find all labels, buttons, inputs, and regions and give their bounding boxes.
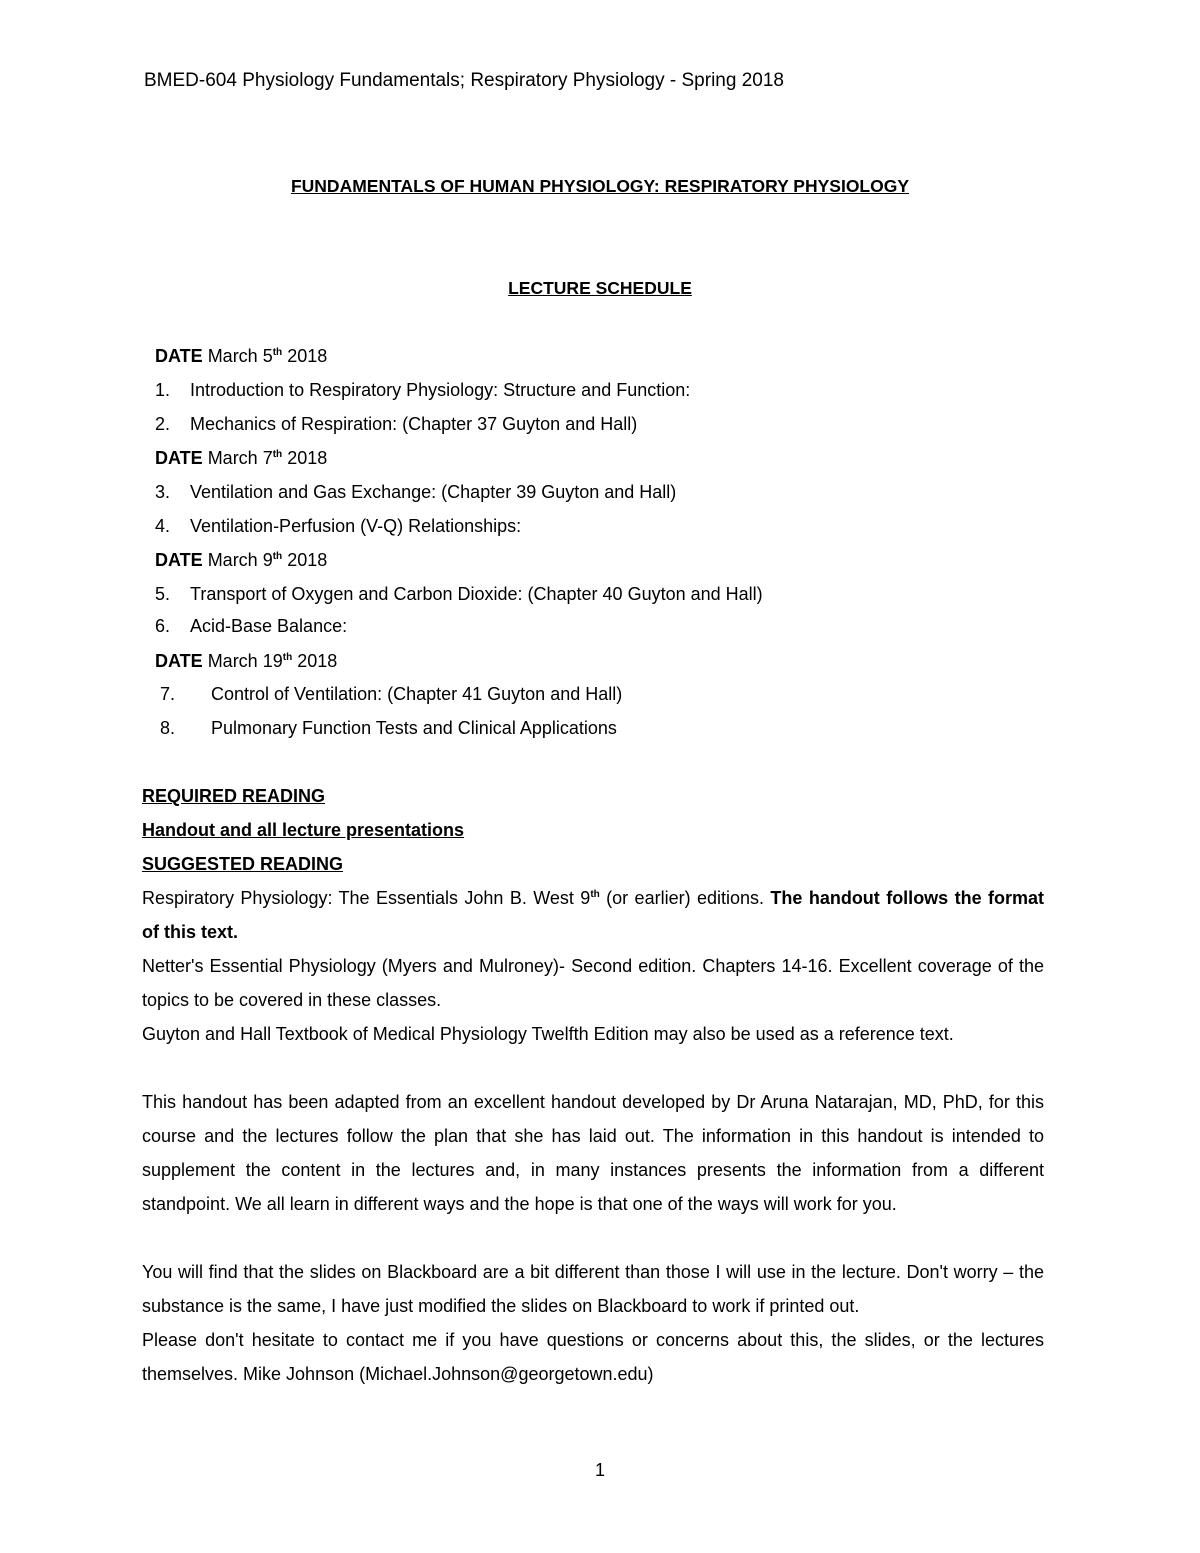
schedule-title: LECTURE SCHEDULE xyxy=(508,278,692,298)
lecture-text: Mechanics of Respiration: (Chapter 37 Guyton and Hall) xyxy=(190,414,638,434)
date-year: 2018 xyxy=(287,346,328,366)
lecture-number: 7. xyxy=(160,684,176,704)
date-label: DATE xyxy=(155,448,203,468)
lecture-item-4 xyxy=(155,509,521,543)
required-reading-heading: REQUIRED READING xyxy=(142,786,326,806)
date-label: DATE xyxy=(155,550,203,570)
date-year: 2018 xyxy=(287,550,328,570)
guyton-reference: Guyton and Hall Textbook of Medical Physiology Twelfth Edition may also be used as a reference text. xyxy=(142,1024,954,1044)
lecture-text: Transport of Oxygen and Carbon Dioxide: (Chapter 40 Guyton and Hall) xyxy=(190,584,763,604)
date-text: March 7 xyxy=(207,448,273,468)
date-text: March 5 xyxy=(207,346,273,366)
date-line-1 xyxy=(155,339,327,373)
date-year: 2018 xyxy=(297,651,338,671)
lecture-item-3 xyxy=(155,475,676,509)
date-label: DATE xyxy=(155,651,203,671)
running-header: BMED-604 Physiology Fundamentals; Respiratory Physiology - Spring 2018 xyxy=(144,70,784,91)
date-label: DATE xyxy=(155,346,203,366)
date-line-2 xyxy=(155,441,327,475)
lecture-item-8 xyxy=(160,711,617,745)
lecture-number: 2. xyxy=(155,414,171,434)
lecture-item-2 xyxy=(155,407,637,441)
document-title: FUNDAMENTALS OF HUMAN PHYSIOLOGY: RESPIRATORY PHYSIOLOGY xyxy=(290,176,910,196)
lecture-item-7 xyxy=(160,677,622,711)
lecture-text: Control of Ventilation: (Chapter 41 Guyton and Hall) xyxy=(211,684,623,704)
date-text: March 19 xyxy=(207,651,283,671)
suggested-reading-heading: SUGGESTED READING xyxy=(142,854,344,874)
paragraph-adapted: This handout has been adapted from an excellent handout developed by Dr Aruna Natarajan, MD, PhD, for this course and the lectures follow the plan that she has laid out. The information in this handout is intended to supplement the content in the lectures and, in many instances presents the information from a different standpoint. We all learn in different ways and the hope is that one of the ways will work for you. xyxy=(142,1092,1044,1214)
date-suffix: th xyxy=(272,551,283,562)
lecture-number: 4. xyxy=(155,516,171,536)
netter-reference: Netter's Essential Physiology (Myers and Mulroney)- Second edition. Chapters 14-16. Excellent coverage of the topics to be covered in these classes. xyxy=(142,956,1044,1010)
lecture-number: 8. xyxy=(160,718,176,738)
date-line-3 xyxy=(155,543,327,577)
lecture-number: 1. xyxy=(155,380,171,400)
lecture-number: 5. xyxy=(155,584,171,604)
date-year: 2018 xyxy=(287,448,328,468)
west-note: The handout follows the format of this text. xyxy=(142,888,1044,942)
date-suffix: th xyxy=(282,652,293,663)
west-reference xyxy=(142,881,1044,949)
lecture-item-1 xyxy=(155,373,690,407)
lecture-item-5 xyxy=(155,577,763,611)
date-suffix: th xyxy=(272,449,283,460)
lecture-item-6 xyxy=(155,609,347,643)
west-text-cont: (or earlier) editions. xyxy=(599,888,771,908)
west-edition-suffix: th xyxy=(590,889,600,900)
lecture-number: 6. xyxy=(155,616,171,636)
date-text: March 9 xyxy=(207,550,273,570)
west-text: Respiratory Physiology: The Essentials John B. West 9 xyxy=(142,888,591,908)
page-number: 1 xyxy=(594,1460,605,1480)
required-reading-item: Handout and all lecture presentations xyxy=(142,820,465,840)
date-line-4 xyxy=(155,644,337,678)
lecture-number: 3. xyxy=(155,482,171,502)
lecture-text: Acid-Base Balance: xyxy=(190,616,348,636)
lecture-text: Pulmonary Function Tests and Clinical Applications xyxy=(211,718,617,738)
paragraph-slides: You will find that the slides on Blackboard are a bit different than those I will use in the lecture. Don't worry – the substance is the same, I have just modified the slides on Blackboard to work if printed out. xyxy=(142,1262,1044,1316)
lecture-text: Ventilation and Gas Exchange: (Chapter 39 Guyton and Hall) xyxy=(190,482,677,502)
lecture-text: Ventilation-Perfusion (V-Q) Relationships: xyxy=(190,516,522,536)
lecture-text: Introduction to Respiratory Physiology: Structure and Function: xyxy=(190,380,691,400)
paragraph-contact: Please don't hesitate to contact me if you have questions or concerns about this, the slides, or the lectures themselves. Mike Johnson (Michael.Johnson@georgetown.edu) xyxy=(142,1330,1044,1384)
date-suffix: th xyxy=(272,347,283,358)
